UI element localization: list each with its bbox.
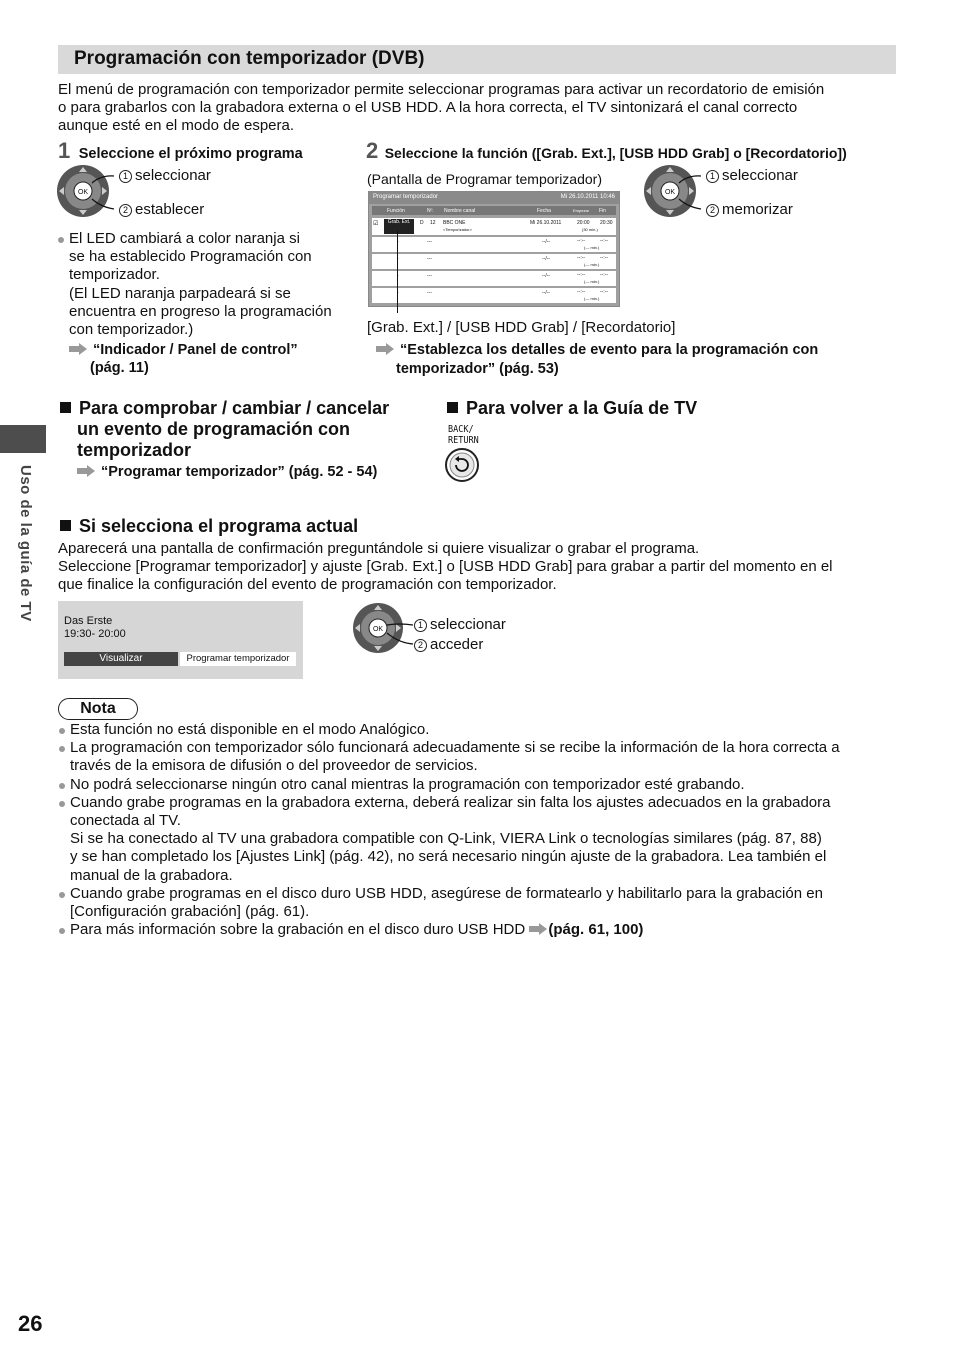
square-bullet-icon <box>60 520 71 531</box>
programar-temporizador-button[interactable]: Programar temporizador <box>180 652 296 666</box>
screen-title: Programar temporizador <box>373 194 439 200</box>
square-bullet-icon <box>447 402 458 413</box>
remote-legend-2: 2 establecer <box>119 201 204 219</box>
svg-text:OK: OK <box>77 189 89 196</box>
step-number: 1 <box>58 138 71 163</box>
list-item: La programación con temporizador sólo funcionará adecuadamente si se recibe la información de la hora correcta a través de la emisora de difusión o del proveedor de servicios. <box>70 739 910 775</box>
check-section-title: Para comprobar / cambiar / cancelar un evento de programación con temporizador <box>60 398 389 461</box>
list-item: Para más información sobre la grabación en el disco duro USB HDD (pág. 61, 100) <box>70 921 910 939</box>
current-section-text: Aparecerá una pantalla de confirmación preguntándole si quiere visualizar o grabar el programa. Seleccione [Programar temporizador] y ajuste [Grab. Ext.] o [USB HDD Grab] para grabar a partir del momento en el que finalice la configuración del evento de programación con temporizador. <box>58 540 833 594</box>
step-title: Seleccione el próximo programa <box>78 146 303 162</box>
timer-row-empty[interactable]: --- --/-- --:-- --:-- (--- min.) <box>372 254 616 269</box>
timer-programming-screen: Programar temporizador Mi 26.10.2011 10:46 Función Nº. Nombre canal Fecha Empezar Fin ☑ Grab. Ext. D 12 BBC ONE <Temporizador> Mi 26.10.2011 20:00 20:30 (30 min.) --- --/-- --:-- --:-- (--- min.) --- --/-- --:-- --:-- (--- min.) --- --/-- --:-- --:-- (--- min.) --- --/-- --:-- --:-- (--- min.) <box>368 191 620 307</box>
timer-row-empty[interactable]: --- --/-- --:-- --:-- (--- min.) <box>372 237 616 252</box>
sidebar-label: Uso de la guía de TV <box>17 465 34 622</box>
section-header <box>58 45 896 74</box>
intro-paragraph <box>58 81 898 136</box>
dialog-channel: Das Erste <box>64 615 113 627</box>
nota-list <box>70 721 910 939</box>
intro-line: aunque esté en el modo de espera. <box>58 117 295 135</box>
svg-text:OK: OK <box>664 189 676 196</box>
timer-row-empty[interactable]: --- --/-- --:-- --:-- (--- min.) <box>372 288 616 303</box>
check-icon: ☑ <box>373 221 379 227</box>
intro-line: o para grabarlos con la grabadora externa o el USB HDD. A la hora correcta, el TV sintonizará el canal correcto <box>58 99 798 117</box>
arrow-right-icon <box>69 343 87 355</box>
list-item: Esta función no está disponible en el modo Analógico. <box>70 721 910 739</box>
back-section-title: Para volver a la Guía de TV <box>447 398 697 419</box>
arrow-right-icon <box>77 465 95 477</box>
page-number: 26 <box>18 1311 43 1336</box>
sidebar-tab <box>0 425 46 453</box>
function-caption: [Grab. Ext.] / [USB HDD Grab] / [Recordatorio] <box>367 319 676 336</box>
back-key-label: BACK/ RETURN <box>448 424 479 446</box>
remote-legend-1: 1 seleccionar <box>414 616 506 634</box>
remote-legend-1: 1 seleccionar <box>119 167 211 185</box>
screen-datetime: Mi 26.10.2011 10:46 <box>560 194 615 200</box>
current-section-title: Si selecciona el programa actual <box>60 516 358 537</box>
remote-legend-1: 1 seleccionar <box>706 167 798 185</box>
timer-row[interactable]: ☑ Grab. Ext. D 12 BBC ONE <Temporizador> Mi 26.10.2011 20:00 20:30 (30 min.) <box>372 218 616 235</box>
dialog-time: 19:30- 20:00 <box>64 628 126 640</box>
step-2-reference: “Establezca los detalles de evento para la programación con temporizador” (pág. 53) <box>376 341 818 378</box>
timer-row-empty[interactable]: --- --/-- --:-- --:-- (--- min.) <box>372 271 616 286</box>
nota-label: Nota <box>58 698 138 720</box>
step-1-heading <box>58 138 358 164</box>
callout-line <box>397 231 398 313</box>
list-item: No podrá seleccionarse ningún otro canal mientras la programación con temporizador esté grabando. <box>70 776 910 794</box>
step-1-reference: “Indicador / Panel de control” (pág. 11) <box>69 341 298 377</box>
check-section-reference: “Programar temporizador” (pág. 52 - 54) <box>77 464 377 480</box>
confirmation-dialog <box>58 601 303 679</box>
remote-dpad-icon <box>56 163 116 219</box>
step-title: Seleccione la función ([Grab. Ext.], [USB HDD Grab] o [Recordatorio]) <box>384 145 847 161</box>
list-item: Cuando grabe programas en el disco duro USB HDD, asegúrese de formatearlo y habilitarlo para la grabación en [Configuración grabación] (pág. 61). <box>70 885 910 921</box>
remote-legend-2: 2 acceder <box>414 636 483 654</box>
remote-dpad-icon <box>351 601 413 655</box>
intro-line: El menú de programación con temporizador permite seleccionar programas para activar un recordatorio de emisión <box>58 81 825 98</box>
section-title: Programación con temporizador (DVB) <box>74 48 425 69</box>
arrow-right-icon <box>529 923 547 935</box>
step-1-bullet: El LED cambiará a color naranja si se ha establecido Programación con temporizador. (El LED naranja parpadeará si se encuentra en progreso la programación con temporizador.) <box>69 230 364 339</box>
step-number: 2 <box>366 138 379 163</box>
remote-dpad-icon <box>643 163 703 219</box>
remote-legend-2: 2 memorizar <box>706 201 793 219</box>
square-bullet-icon <box>60 402 71 413</box>
list-item: Cuando grabe programas en la grabadora externa, deberá realizar sin falta los ajustes adecuados en la grabadora conectada al TV. Si se ha conectado al TV una grabadora compatible con Q-Link, VIERA Link o tecnologías similares (pág. 87, 88) y se han completado los [Ajustes Link] (pág. 42), no será necesario ningún ajuste de la grabadora. Lea también el manual de la grabadora. <box>70 794 910 885</box>
screen-caption: (Pantalla de Programar temporizador) <box>367 171 602 187</box>
arrow-right-icon <box>376 343 394 355</box>
svg-text:OK: OK <box>372 626 384 633</box>
step-2-heading <box>366 138 906 164</box>
back-return-button-icon <box>444 447 480 483</box>
visualizar-button[interactable]: Visualizar <box>64 652 178 666</box>
